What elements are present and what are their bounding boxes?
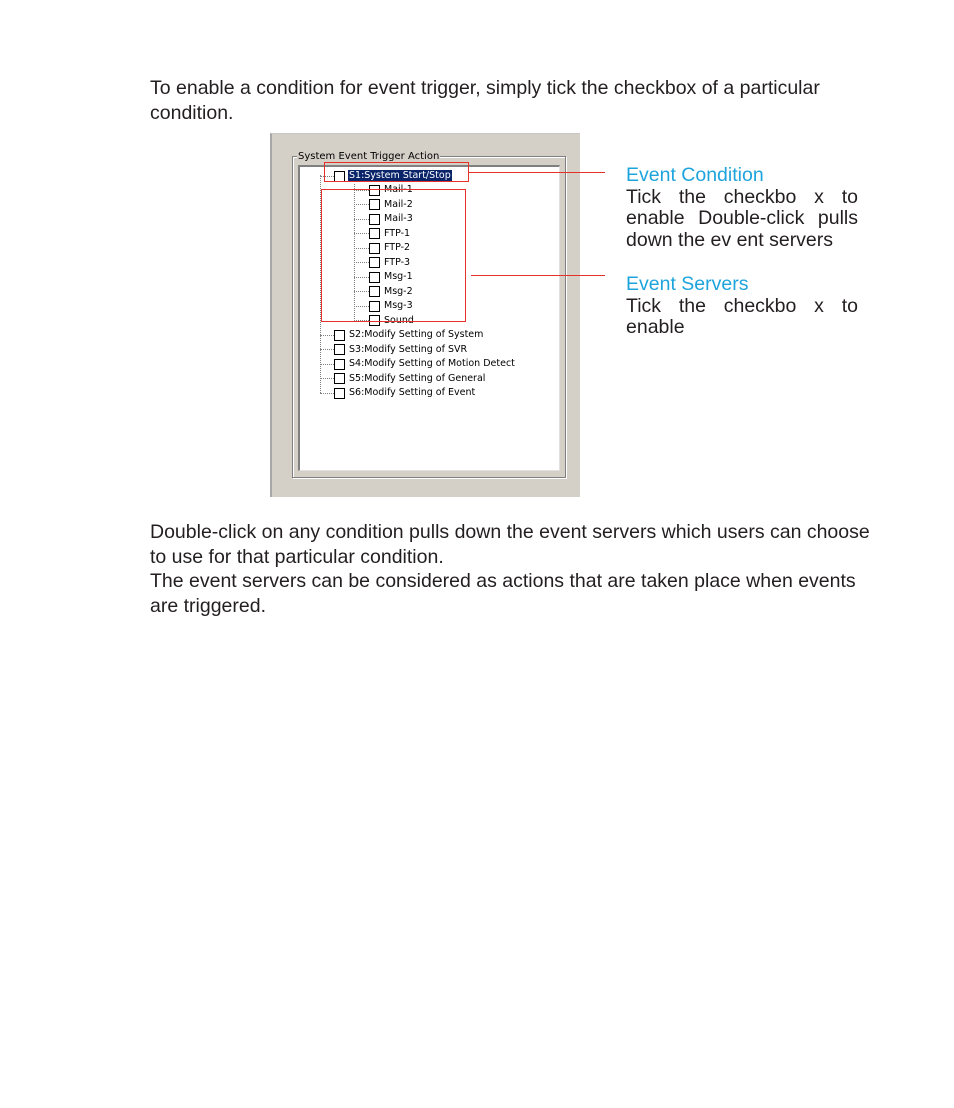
server-label: Mail-1 xyxy=(384,184,413,195)
tree-node-condition[interactable] xyxy=(320,328,484,342)
checkbox-condition[interactable] xyxy=(334,330,345,341)
condition-label: S6:Modify Setting of Event xyxy=(349,387,476,398)
server-label: Mail-2 xyxy=(384,198,413,210)
checkbox-condition[interactable] xyxy=(334,373,345,384)
server-label: Msg-1 xyxy=(384,271,413,282)
condition-label: S5:Modify Setting of General xyxy=(349,372,486,384)
checkbox-condition[interactable] xyxy=(334,344,345,355)
callout-body: Tick the checkbo x to enable Double-click pulls down the ev ent servers xyxy=(626,185,858,251)
callout-event-condition xyxy=(626,165,858,251)
callout-event-servers xyxy=(626,274,858,339)
server-label: Msg-3 xyxy=(384,300,413,311)
callout-title: Event Condition xyxy=(626,164,764,186)
tree-connector xyxy=(320,349,334,350)
tree-connector xyxy=(320,364,334,365)
outro-line-1: Double-click on any condition pulls down the event servers which users can choose to use for that particular condition. xyxy=(150,521,870,568)
condition-label: S2:Modify Setting of System xyxy=(349,329,484,340)
checkbox-condition[interactable] xyxy=(334,388,345,399)
server-label: Sound xyxy=(384,314,414,326)
tree-connector xyxy=(320,378,334,379)
condition-label: S4:Modify Setting of Motion Detect xyxy=(349,358,515,369)
tree-node-condition[interactable] xyxy=(320,357,516,371)
callout-body: Tick the checkbo x to enable xyxy=(626,294,858,338)
tree-node-label: S1:System Start/Stop xyxy=(349,170,451,181)
tree-connector xyxy=(320,335,334,336)
event-condition-leader xyxy=(469,172,605,173)
event-servers-highlight xyxy=(321,189,466,322)
tree-node-condition[interactable] xyxy=(320,372,486,386)
intro-text: To enable a condition for event trigger, simply tick the checkbox of a particular condition. xyxy=(150,77,820,124)
callout-title: Event Servers xyxy=(626,273,749,295)
outro-text xyxy=(150,520,870,618)
tree-node-condition[interactable] xyxy=(320,343,468,357)
condition-label: S3:Modify Setting of SVR xyxy=(349,343,468,355)
event-servers-leader xyxy=(471,275,605,276)
outro-line-2: The event servers can be considered as actions that are taken place when events are triggered. xyxy=(150,570,856,617)
tree-node-condition[interactable] xyxy=(320,386,476,400)
server-label: Mail-3 xyxy=(384,213,413,224)
group-title: System Event Trigger Action xyxy=(298,151,440,162)
server-label: Msg-2 xyxy=(384,285,413,297)
server-label: FTP-1 xyxy=(384,227,411,239)
server-label: FTP-3 xyxy=(384,256,411,268)
tree-connector xyxy=(320,393,334,394)
event-condition-highlight xyxy=(324,162,469,182)
checkbox-condition[interactable] xyxy=(334,359,345,370)
server-label: FTP-2 xyxy=(384,242,411,253)
